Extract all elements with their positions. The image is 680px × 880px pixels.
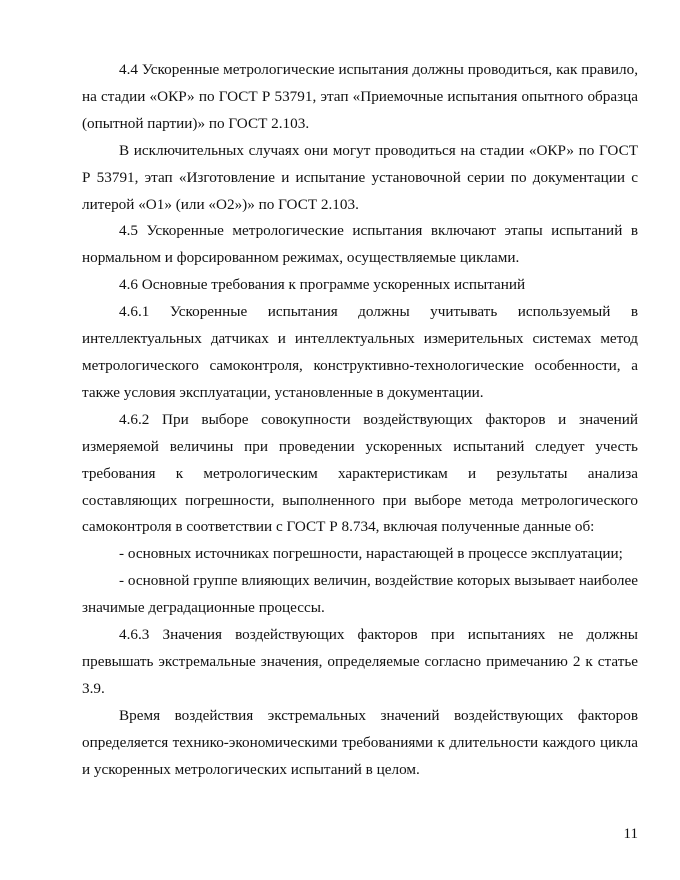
list-item-influence-group: - основной группе влияющих величин, воздействие которых вызывает наиболее значимые деградационные процессы. (82, 572, 638, 617)
paragraph-4-6: 4.6 Основные требования к программе ускоренных испытаний (119, 276, 526, 294)
paragraph-4-6-2: 4.6.2 При выборе совокупности воздействующих факторов и значений измеряемой величины при проведении ускоренных испытаний следует учесть требования к метрологическим характеристикам и результаты анализа составляющих погрешности, выполненного при выборе метода метрологического самоконтроля в соответствии с ГОСТ Р 8.734, включая полученные данные об: (82, 410, 638, 536)
paragraph-4-6-3: 4.6.3 Значения воздействующих факторов при испытаниях не должны превышать экстремальные значения, определяемые согласно примечанию 2 к статье 3.9. (82, 626, 638, 697)
paragraph-4-4-exception: В исключительных случаях они могут проводиться на стадии «ОКР» по ГОСТ Р 53791, этап «Изготовление и испытание установочной серии по документации с литерой «О1» (или «О2»)» по ГОСТ 2.103. (82, 141, 638, 213)
paragraph-4-4: 4.4 Ускоренные метрологические испытания должны проводиться, как правило, на стадии «ОКР» по ГОСТ Р 53791, этап «Приемочные испытания опытного образца (опытной партии)» по ГОСТ 2.103. (82, 61, 638, 132)
list-item-error-sources: - основных источниках погрешности, нарастающей в процессе эксплуатации; (119, 545, 623, 563)
paragraph-4-5: 4.5 Ускоренные метрологические испытания включают этапы испытаний в нормальном и форсированном режимах, осуществляемые циклами. (82, 222, 638, 267)
page-number: 11 (623, 826, 638, 842)
document-body (82, 57, 638, 783)
paragraph-4-6-1: 4.6.1 Ускоренные испытания должны учитывать используемый в интеллектуальных датчиках и интеллектуальных измерительных системах метод метрологического самоконтроля, конструктивно-технологические особенности, а также условия эксплуатации, установленные в документации. (82, 303, 638, 401)
paragraph-exposure-time: Время воздействия экстремальных значений воздействующих факторов определяется технико-экономическими требованиями к длительности каждого цикла и ускоренных метрологических испытаний в целом. (82, 706, 638, 778)
